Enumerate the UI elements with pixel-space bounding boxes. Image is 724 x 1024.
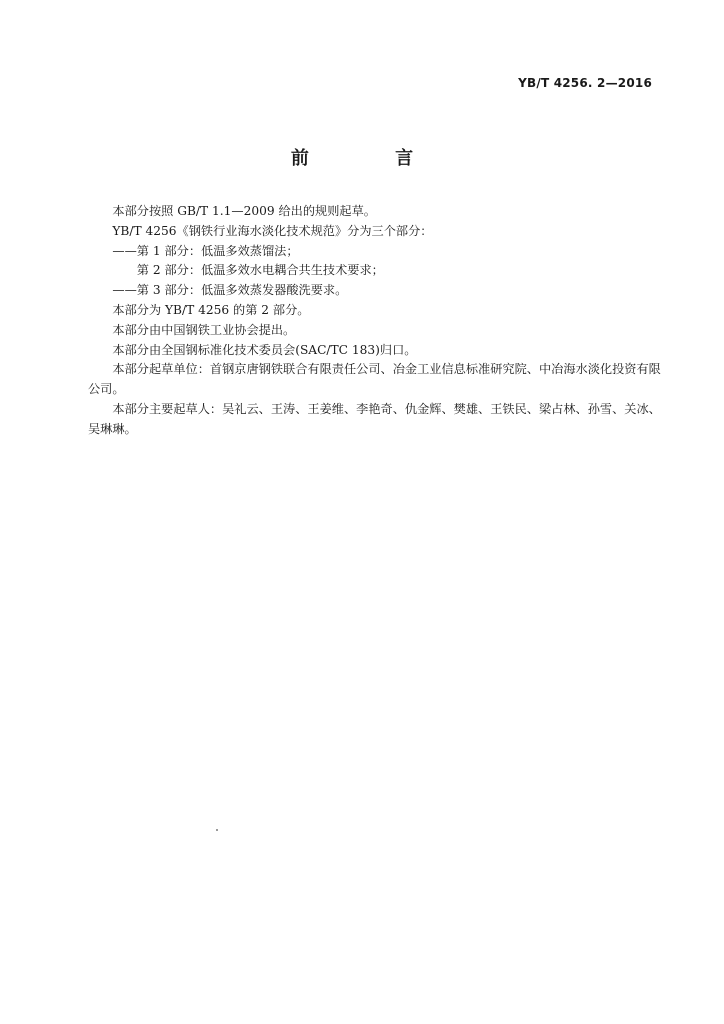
page-title: 前 言: [290, 148, 454, 169]
paragraph-drafting-units: 本部分起草单位：首钢京唐钢铁联合有限责任公司、冶金工业信息标准研究院、中冶海水淡化投资有限公司。: [88, 362, 661, 397]
paragraph-under-jurisdiction: 本部分由全国钢标准化技术委员会(SAC/TC 183)归口。: [112, 342, 417, 357]
standard-code: YB/T 4256. 2—2016: [518, 76, 652, 90]
list-item-part-1: ——第 1 部分：低温多效蒸馏法；: [112, 243, 299, 258]
list-item-part-3: ——第 3 部分：低温多效蒸发器酸洗要求。: [112, 283, 348, 298]
preface-body: [88, 202, 668, 440]
list-item-part-2: 第 2 部分：低温多效水电耦合共生技术要求；: [136, 263, 384, 278]
paragraph-drafting-rules: 本部分按照 GB/T 1.1—2009 给出的规则起草。: [112, 204, 376, 218]
paragraph-this-part: 本部分为 YB/T 4256 的第 2 部分。: [112, 302, 310, 317]
paragraph-drafters: 本部分主要起草人：吴礼云、王涛、王姜维、李艳奇、仇金辉、樊雄、王铁民、梁占林、孙雪、关冰、吴琳琳。: [88, 401, 661, 436]
paragraph-proposed-by: 本部分由中国钢铁工业协会提出。: [112, 322, 296, 337]
paragraph-parts-intro: YB/T 4256《钢铁行业海水淡化技术规范》分为三个部分：: [112, 223, 433, 238]
scan-speck: [216, 829, 218, 831]
